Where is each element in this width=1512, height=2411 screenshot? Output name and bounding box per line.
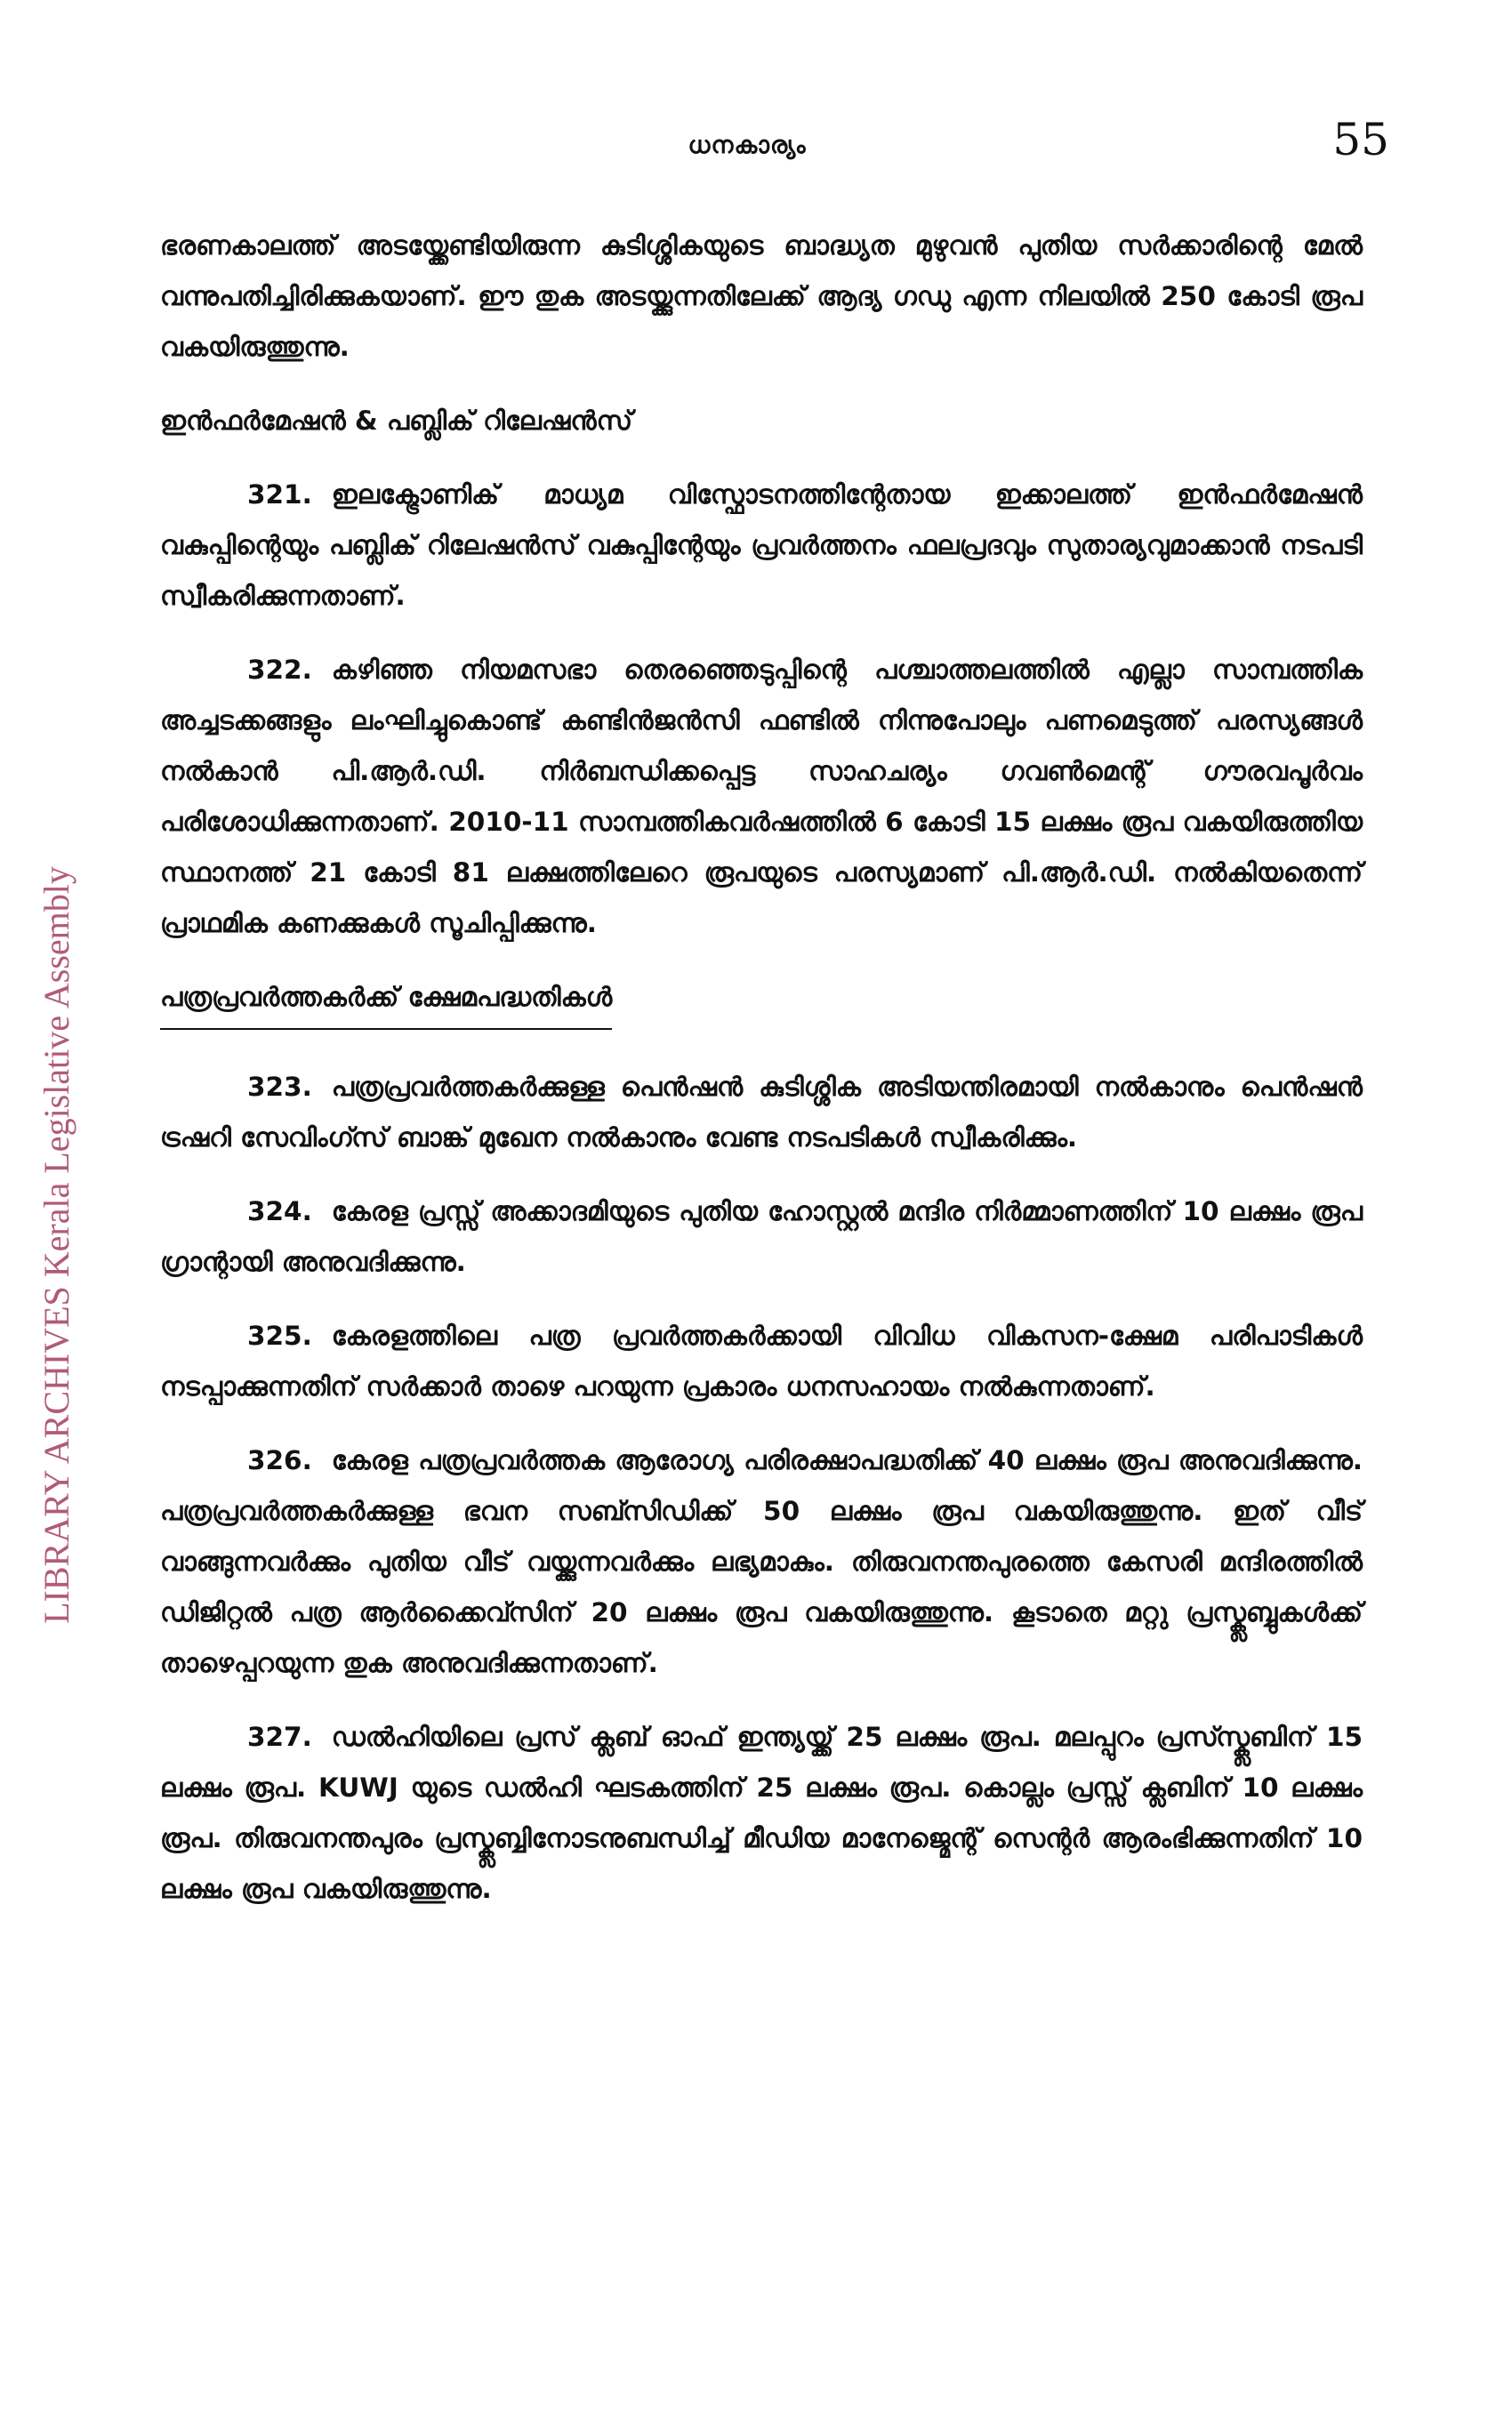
paragraph-text: പത്രപ്രവർത്തകർക്കുള്ള പെൻഷൻ കുടിശ്ശിക അടിയന്തിരമായി നൽകാനും പെൻഷൻ ട്രഷറി സേവിംഗ്സ് ബാങ്ക് മുഖേന നൽകാനും വേണ്ട നടപടികൾ സ്വീകരിക്കും. — [160, 1072, 1363, 1153]
paragraph-text: കേരളത്തിലെ പത്ര പ്രവർത്തകർക്കായി വിവിധ വികസന-ക്ഷേമ പരിപാടികൾ നടപ്പാക്കുന്നതിന് സർക്കാർ താഴെ പറയുന്ന പ്രകാരം ധനസഹായം നൽകുന്നതാണ്. — [160, 1321, 1363, 1402]
archive-watermark: LIBRARY ARCHIVES Kerala Legislative Assembly — [36, 866, 76, 1624]
paragraph-number: 322. — [247, 655, 312, 685]
paragraph-text: കേരള പ്രസ്സ് അക്കാദമിയുടെ പുതിയ ഹോസ്റ്റൽ മന്ദിര നിർമ്മാണത്തിന് 10 ലക്ഷം രൂപ ഗ്രാന്റായി അനുവദിക്കുന്നു. — [160, 1196, 1363, 1277]
intro-paragraph: ഭരണകാലത്ത് അടയ്ക്കേണ്ടിയിരുന്ന കുടിശ്ശികയുടെ ബാദ്ധ്യത മുഴുവൻ പുതിയ സർക്കാരിന്റെ മേൽ വന്നുപതിച്ചിരിക്കുകയാണ്. ഈ തുക അടയ്ക്കുന്നതിലേക്ക് ആദ്യ ഗഡു എന്ന നിലയിൽ 250 കോടി രൂപ വകയിരുത്തുന്നു. — [160, 230, 1363, 362]
paragraph-number: 326. — [247, 1445, 312, 1475]
paragraph-number: 321. — [247, 479, 312, 510]
paragraph-text: ഇലക്ട്രോണിക് മാധ്യമ വിസ്ഫോടനത്തിന്റേതായ ഇക്കാലത്ത് ഇൻഫർമേഷൻ വകുപ്പിന്റെയും പബ്ലിക് റിലേഷൻസ് വകുപ്പിന്റേയും പ്രവർത്തനം ഫലപ്രദവും സുതാര്യവുമാക്കാൻ നടപടി സ്വീകരിക്കുന്നതാണ്. — [160, 479, 1363, 611]
running-title: ധനകാര്യം — [688, 132, 807, 159]
section-heading-information: ഇൻഫർമേഷൻ & പബ്ലിക് റിലേഷൻസ് — [160, 406, 633, 436]
paragraph-number: 325. — [247, 1321, 312, 1351]
paragraph-327 — [160, 1712, 1363, 1915]
paragraph-number: 324. — [247, 1196, 312, 1226]
paragraph-text: കേരള പത്രപ്രവർത്തക ആരോഗ്യ പരിരക്ഷാപദ്ധതിക്ക് 40 ലക്ഷം രൂപ അനുവദിക്കുന്നു. പത്രപ്രവർത്തകർക്കുള്ള ഭവന സബ്സിഡിക്ക് 50 ലക്ഷം രൂപ വകയിരുത്തുന്നു. ഇത് വീട് വാങ്ങുന്നവർക്കും പുതിയ വീട് വയ്ക്കുന്നവർക്കും ലഭ്യമാകും. തിരുവനന്തപുരത്തെ കേസരി മന്ദിരത്തിൽ ഡിജിറ്റൽ പത്ര ആർക്കൈവ്സിന് 20 ലക്ഷം രൂപ വകയിരുത്തുന്നു. കൂടാതെ മറ്റു പ്രസ്ക്ലബ്ബുകൾക്ക് താഴെപ്പറയുന്ന തുക അനുവദിക്കുന്നതാണ്. — [160, 1445, 1363, 1678]
paragraph-326 — [160, 1435, 1363, 1689]
paragraph-323 — [160, 1062, 1363, 1163]
paragraph-number: 327. — [247, 1722, 312, 1752]
paragraph-text: ഡൽഹിയിലെ പ്രസ് ക്ലബ് ഓഫ് ഇന്ത്യയ്ക്ക് 25 ലക്ഷം രൂപ. മലപ്പുറം പ്രസ്സ്ക്ലബിന് 15 ലക്ഷം രൂപ. KUWJ യുടെ ഡൽഹി ഘടകത്തിന് 25 ലക്ഷം രൂപ. കൊല്ലം പ്രസ്സ് ക്ലബിന് 10 ലക്ഷം രൂപ. തിരുവനന്തപുരം പ്രസ്ക്ലബ്ബിനോടനുബന്ധിച്ച് മീഡിയ മാനേജ്മെന്റ് സെന്റർ ആരംഭിക്കുന്നതിന് 10 ലക്ഷം രൂപ വകയിരുത്തുന്നു. — [160, 1722, 1363, 1904]
paragraph-324 — [160, 1186, 1363, 1288]
paragraph-322 — [160, 645, 1363, 949]
paragraph-321 — [160, 470, 1363, 622]
section-heading-journalist-welfare: പത്രപ്രവർത്തകർക്ക് ക്ഷേമപദ്ധതികൾ — [160, 972, 612, 1030]
paragraph-325 — [160, 1311, 1363, 1412]
paragraph-number: 323. — [247, 1072, 312, 1102]
paragraph-text: കഴിഞ്ഞ നിയമസഭാ തെരഞ്ഞെടുപ്പിന്റെ പശ്ചാത്തലത്തിൽ എല്ലാ സാമ്പത്തിക അച്ചടക്കങ്ങളും ലംഘിച്ചുകൊണ്ട് കണ്ടിൻജൻസി ഫണ്ടിൽ നിന്നുപോലും പണമെടുത്ത് പരസ്യങ്ങൾ നൽകാൻ പി.ആർ.ഡി. നിർബന്ധിക്കപ്പെട്ട സാഹചര്യം ഗവൺമെന്റ് ഗൗരവപൂർവം പരിശോധിക്കുന്നതാണ്. 2010-11 സാമ്പത്തികവർഷത്തിൽ 6 കോടി 15 ലക്ഷം രൂപ വകയിരുത്തിയ സ്ഥാനത്ത് 21 കോടി 81 ലക്ഷത്തിലേറെ രൂപയുടെ പരസ്യമാണ് പി.ആർ.ഡി. നൽകിയതെന്ന് പ്രാഥമിക കണക്കുകൾ സൂചിപ്പിക്കുന്നു. — [160, 655, 1363, 938]
page-number: 55 — [1332, 114, 1389, 165]
body-text — [160, 221, 1363, 1938]
